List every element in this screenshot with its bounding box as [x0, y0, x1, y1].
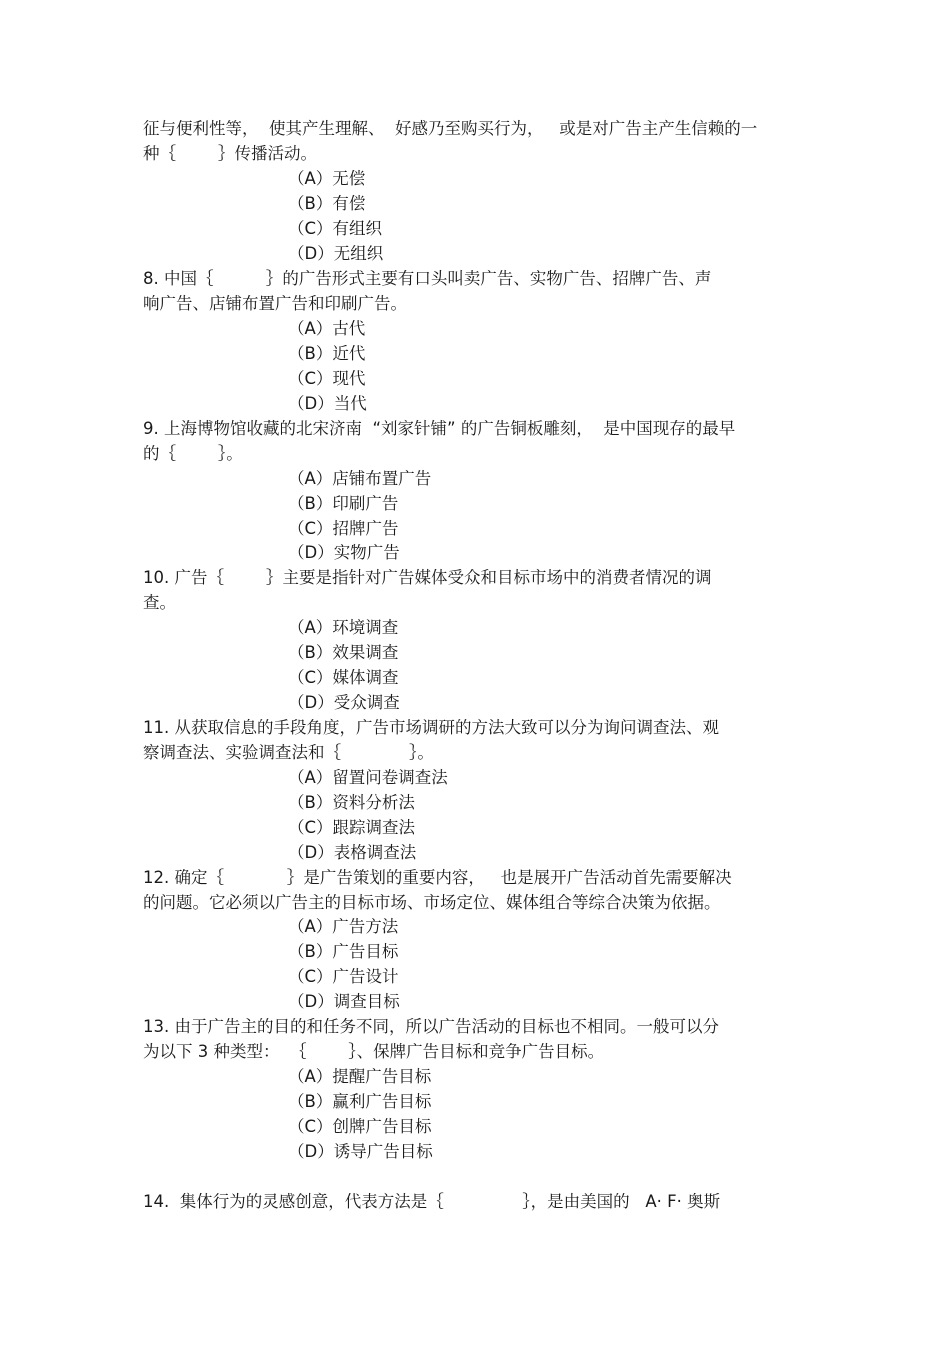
option-d: （D）实物广告: [288, 543, 400, 562]
option-b: （B）资料分析法: [288, 793, 415, 812]
question-text-line: 征与便利性等， 使其产生理解、 好感乃至购买行为， 或是对广告主产生信赖的一: [143, 119, 758, 138]
option-d: （D）当代: [288, 394, 367, 413]
option-b: （B）广告目标: [288, 942, 399, 961]
option-a: （A）环境调查: [288, 618, 399, 637]
question-text-line: 种｛ ｝传播活动。: [143, 144, 317, 163]
question-13-line1: 13. 由于广告主的目的和任务不同，所以广告活动的目标也不相同。一般可以分: [143, 1017, 719, 1036]
option-b: （B）有偿: [288, 194, 366, 213]
option-d: （D）调查目标: [288, 992, 400, 1011]
option-a: （A）提醒广告目标: [288, 1067, 432, 1086]
option-d: （D）无组织: [288, 244, 384, 263]
question-12-line1: 12. 确定｛ ｝是广告策划的重要内容， 也是展开广告活动首先需要解决: [143, 868, 732, 887]
question-11-line2: 察调查法、实验调查法和｛ ｝。: [143, 743, 434, 762]
option-b: （B）效果调查: [288, 643, 399, 662]
option-a: （A）古代: [288, 319, 366, 338]
question-11-line1: 11. 从获取信息的手段角度，广告市场调研的方法大致可以分为询问调查法、观: [143, 718, 719, 737]
question-10-line1: 10. 广告｛ ｝主要是指针对广告媒体受众和目标市场中的消费者情况的调: [143, 568, 712, 587]
option-b: （B）赢利广告目标: [288, 1092, 432, 1111]
question-14-line1: 14. 集体行为的灵感创意，代表方法是｛ ｝，是由美国的 A· F· 奥斯: [143, 1192, 721, 1211]
option-c: （C）创牌广告目标: [288, 1117, 432, 1136]
option-d: （D）受众调查: [288, 693, 400, 712]
option-a: （A）广告方法: [288, 917, 399, 936]
question-12-line2: 的问题。它必须以广告主的目标市场、市场定位、媒体组合等综合决策为依据。: [143, 893, 721, 912]
question-13-line2: 为以下 3 种类型： ｛ ｝、保牌广告目标和竞争广告目标。: [143, 1042, 605, 1061]
option-c: （C）有组织: [288, 219, 383, 238]
question-8-line2: 响广告、店铺布置广告和印刷广告。: [143, 294, 407, 313]
question-10-line2: 查。: [143, 593, 176, 612]
option-a: （A）店铺布置广告: [288, 469, 432, 488]
option-c: （C）媒体调查: [288, 668, 399, 687]
option-d: （D）诱导广告目标: [288, 1142, 433, 1161]
option-a: （A）无偿: [288, 169, 366, 188]
option-c: （C）招牌广告: [288, 519, 399, 538]
option-b: （B）印刷广告: [288, 494, 399, 513]
question-9-line2: 的｛ ｝。: [143, 444, 243, 463]
option-c: （C）广告设计: [288, 967, 399, 986]
option-a: （A）留置问卷调查法: [288, 768, 448, 787]
question-9-line1: 9. 上海博物馆收藏的北宋济南 “刘家针铺” 的广告铜板雕刻， 是中国现存的最早: [143, 419, 736, 438]
option-c: （C）现代: [288, 369, 366, 388]
question-8-line1: 8. 中国｛ ｝的广告形式主要有口头叫卖广告、实物广告、招牌广告、声: [143, 269, 712, 288]
option-b: （B）近代: [288, 344, 366, 363]
option-c: （C）跟踪调查法: [288, 818, 416, 837]
option-d: （D）表格调查法: [288, 843, 417, 862]
